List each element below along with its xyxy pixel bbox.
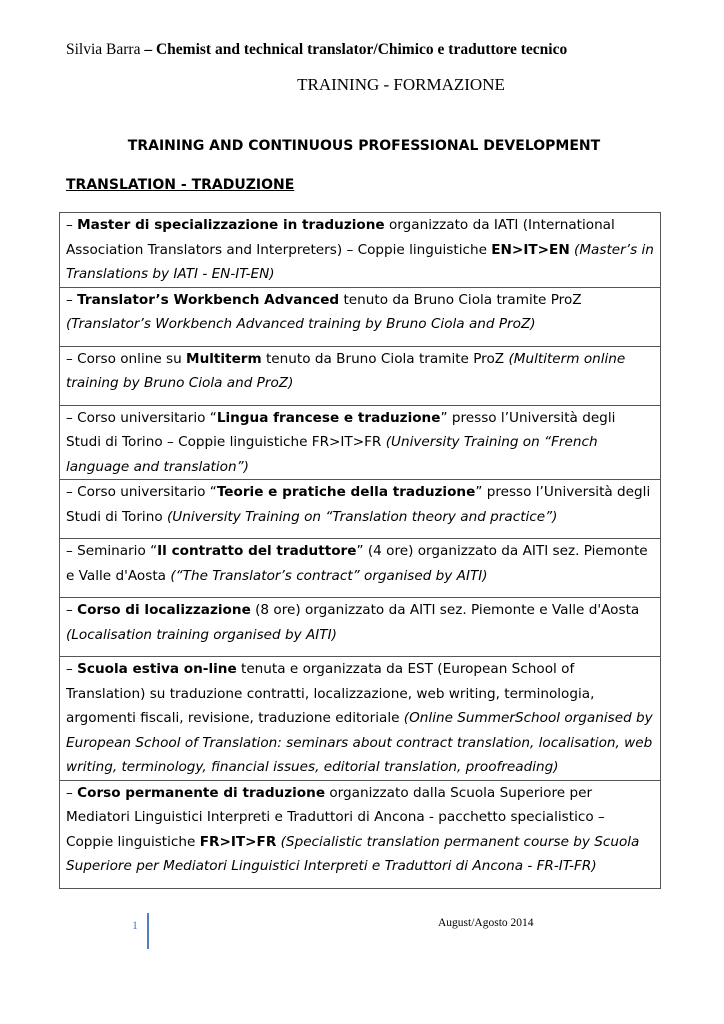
training-entry: – Scuola estiva on-line tenuta e organizzata da EST (European School of Translation) su traduzione contratti, localizzazione, web writing, terminologia, argomenti fiscali, revisione, traduzione editoriale (Online SummerSchool organised by European School of Translation: seminars about contract translation, localisation, web writing, terminology, financial issues, editorial translation, proofreading) bbox=[60, 657, 661, 781]
training-table bbox=[59, 212, 661, 889]
training-entry: – Corso di localizzazione (8 ore) organizzato da AITI sez. Piemonte e Valle d'Aosta (Localisation training organised by AITI) bbox=[60, 598, 661, 657]
entry-title: Multiterm bbox=[186, 350, 262, 367]
entry-title: Il contratto del traduttore bbox=[157, 543, 357, 559]
table-row bbox=[60, 405, 661, 480]
entry-translation: (Localisation training organised by AITI) bbox=[66, 626, 337, 643]
header-role: Chemist and technical translator/Chimico e traduttore tecnico bbox=[155, 41, 568, 58]
header-dash: – bbox=[140, 41, 156, 58]
entry-title: Master di specializzazione in traduzione bbox=[77, 217, 385, 233]
table-row bbox=[60, 287, 661, 346]
table-row bbox=[60, 657, 661, 781]
header-author: Silvia Barra bbox=[66, 41, 141, 58]
entry-title: Lingua francese e traduzione bbox=[216, 409, 441, 426]
entry-translation: (Multiterm online training by Bruno Ciola and ProZ) bbox=[66, 350, 626, 391]
entry-title: Corso di localizzazione bbox=[77, 602, 251, 618]
training-entry: – Corso universitario “Teorie e pratiche della traduzione” presso l’Università degli Studi di Torino (University Training on “Translation theory and practice”) bbox=[60, 480, 661, 539]
entry-translation: (“The Translator’s contract” organised by AITI) bbox=[170, 567, 488, 584]
training-entry: – Translator’s Workbench Advanced tenuto da Bruno Ciola tramite ProZ (Translator’s Workbench Advanced training by Bruno Ciola and ProZ) bbox=[60, 287, 661, 346]
footer-date: August/Agosto 2014 bbox=[438, 917, 534, 929]
entry-translation: (University Training on “French language and translation”) bbox=[66, 434, 598, 475]
entry-language-pair: FR>IT>FR bbox=[199, 833, 277, 850]
entry-translation: (Online SummerSchool organised by European School of Translation: seminars about contract translation, localisation, web writing, terminology, financial issues, editorial translation, proofreading) bbox=[66, 710, 653, 775]
training-entry: – Corso universitario “Lingua francese e traduzione” presso l’Università degli Studi di Torino – Coppie linguistiche FR>IT>FR (University Training on “French language and translation”) bbox=[60, 405, 661, 480]
subsection-title: TRANSLATION - TRADUZIONE bbox=[66, 177, 295, 193]
entry-title: Translator’s Workbench Advanced bbox=[77, 291, 340, 308]
entry-title: Corso permanente di traduzione bbox=[77, 784, 326, 801]
footer-accent-bar bbox=[147, 913, 149, 949]
section-title: TRAINING AND CONTINUOUS PROFESSIONAL DEVELOPMENT bbox=[127, 138, 601, 154]
table-row bbox=[60, 598, 661, 657]
entry-translation: (Specialistic translation permanent course by Scuola Superiore per Mediatori Linguistici Interpreti e Traduttori di Ancona - FR-IT-FR) bbox=[66, 833, 640, 874]
table-row bbox=[60, 346, 661, 405]
table-row bbox=[60, 480, 661, 539]
table-row bbox=[60, 539, 661, 598]
training-entry: – Master di specializzazione in traduzione organizzato da IATI (International Association Translators and Interpreters) – Coppie linguistiche EN>IT>EN (Master’s in Translations by IATI - EN-IT-EN) bbox=[60, 213, 661, 288]
entry-title: Scuola estiva on-line bbox=[77, 661, 237, 677]
entry-translation: (Master’s in Translations by IATI - EN-IT-EN) bbox=[66, 241, 654, 282]
entry-translation: (Translator’s Workbench Advanced training by Bruno Ciola and ProZ) bbox=[66, 316, 536, 332]
entry-title: Teorie e pratiche della traduzione bbox=[216, 484, 476, 500]
entry-language-pair: EN>IT>EN bbox=[491, 241, 570, 258]
table-row bbox=[60, 213, 661, 288]
document-title: TRAINING - FORMAZIONE bbox=[297, 75, 505, 94]
page-header bbox=[66, 41, 706, 59]
page-number: 1 bbox=[132, 918, 138, 932]
table-row bbox=[60, 780, 661, 888]
training-entry: – Corso permanente di traduzione organizzato dalla Scuola Superiore per Mediatori Linguistici Interpreti e Traduttori di Ancona - pacchetto specialistico – Coppie linguistiche FR>IT>FR (Specialistic translation permanent course by Scuola Superiore per Mediatori Linguistici Interpreti e Traduttori di Ancona - FR-IT-FR) bbox=[60, 780, 661, 888]
training-entry: – Seminario “Il contratto del traduttore” (4 ore) organizzato da AITI sez. Piemonte e Valle d'Aosta (“The Translator’s contract” organised by AITI) bbox=[60, 539, 661, 598]
training-entry: – Corso online su Multiterm tenuto da Bruno Ciola tramite ProZ (Multiterm online training by Bruno Ciola and ProZ) bbox=[60, 346, 661, 405]
entry-translation: (University Training on “Translation theory and practice”) bbox=[166, 508, 558, 525]
